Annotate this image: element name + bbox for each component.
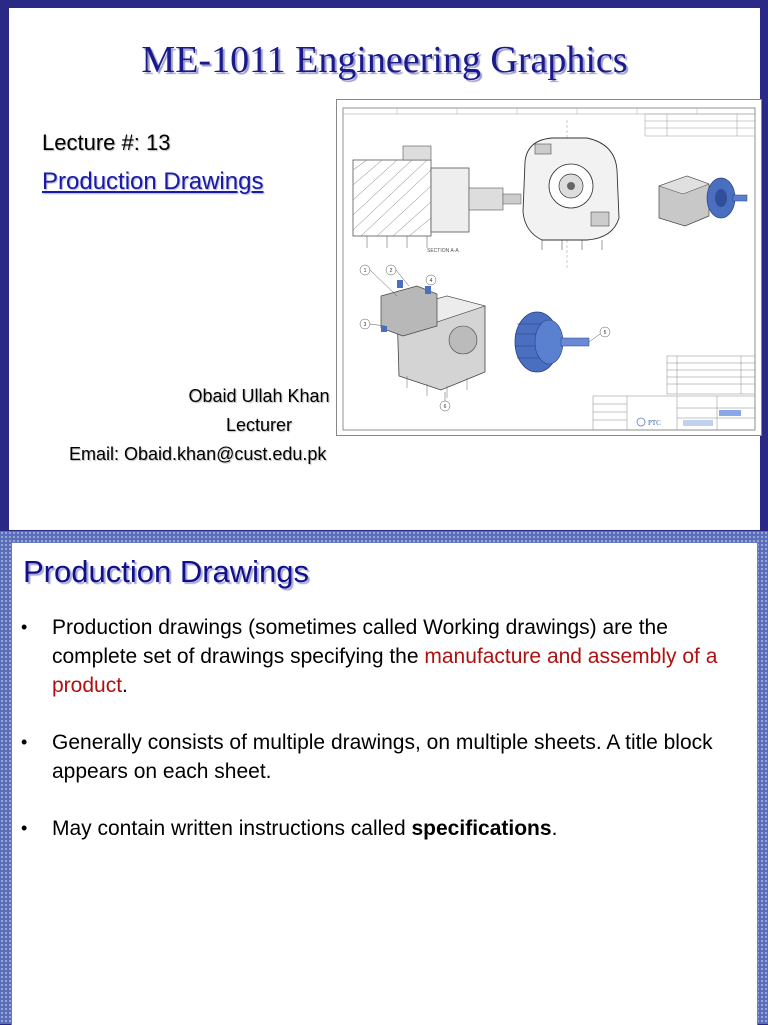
- author-name: Obaid Ullah Khan: [188, 386, 330, 406]
- lecture-number: Lecture #: 13: [42, 130, 171, 155]
- bullet-item: • Production drawings (sometimes called Working drawings) are the complete set of drawings specifying the manufacture and assembly of a product.: [12, 613, 747, 700]
- content-slide-frame: [0, 531, 768, 1024]
- svg-text:3: 3: [363, 322, 367, 328]
- engineering-drawing-image: [336, 99, 762, 436]
- bullet-item: • May contain written instructions called specifications.: [12, 814, 747, 843]
- author-role: Lecturer: [225, 415, 293, 435]
- bullet-dot: •: [21, 617, 28, 637]
- highlight-text: manufacture and assembly of a product: [52, 645, 718, 697]
- slide-heading: Production Drawings: [23, 554, 310, 589]
- lecture-topic-link[interactable]: Production Drawings: [42, 168, 264, 195]
- svg-text:6: 6: [443, 404, 447, 410]
- section-label: SECTION A-A: [427, 248, 459, 254]
- bold-term: specifications: [411, 817, 552, 840]
- bullet-item: • Generally consists of multiple drawings, on multiple sheets. A title block appears on each sheet.: [12, 728, 747, 786]
- bullet-dot: •: [21, 732, 28, 752]
- svg-text:1: 1: [363, 268, 367, 274]
- bullet-list: [12, 613, 747, 871]
- svg-text:4: 4: [429, 278, 433, 284]
- svg-text:2: 2: [389, 268, 393, 274]
- course-title: ME-1011 Engineering Graphics: [141, 39, 628, 81]
- bullet-dot: •: [21, 818, 28, 838]
- author-email: Email: Obaid.khan@cust.edu.pk: [69, 444, 327, 464]
- ptc-logo: PTC: [648, 419, 661, 427]
- title-slide: [9, 8, 760, 530]
- content-slide: [11, 542, 758, 1025]
- svg-text:5: 5: [603, 330, 607, 336]
